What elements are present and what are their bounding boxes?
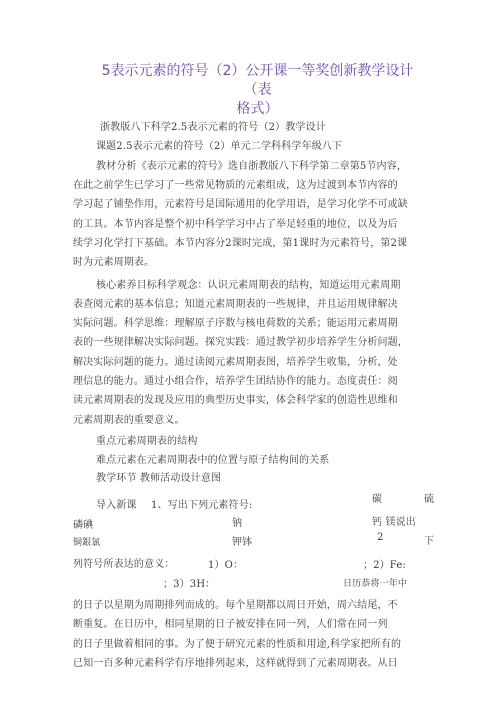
table-cell-two: 2 bbox=[377, 532, 384, 543]
body-line: 学习起了铺垫作用，元素符号是国际通用的化学用语，是学习化学不可或缺 bbox=[73, 199, 408, 210]
body-line: 难点元素在元素周期表中的位置与原子结构间的关系 bbox=[96, 455, 330, 466]
body-line: 续学习化学打下基础。本节内容分2课时完成，第1课时为元素符号，第2课 bbox=[73, 238, 408, 249]
body-line: 断重复。在日历中，相同星期的日子被安排在同一列，人们常在同一列 bbox=[73, 619, 388, 630]
body-line: 表的一些规律解决实际问题。探究实践：通过教学初步培养学生分析问题， bbox=[73, 337, 408, 348]
body-line: 解决实际问题的能力。通过读阅元素周期表图，培养学生收集，分析，处 bbox=[73, 357, 398, 368]
body-line: 课题2.5表示元素的符号（2）单元二学科科学年级八下 bbox=[96, 141, 343, 152]
table-cell-calendar-tail: 日历恭将一年中 bbox=[343, 579, 408, 589]
body-line: 在此之前学生已学习了一些常见物质的元素组成，这为过渡到本节内容的 bbox=[73, 180, 398, 191]
body-line: 的日子以星期为周期排列而成的。每个星期都以周日开始，周六结尾，不 bbox=[73, 600, 398, 611]
body-line: 的日子里做着相同的事。为了便于研究元素的性质和用途,科学家把所有的 bbox=[73, 639, 402, 650]
table-cell-meaning: 列符号所表达的意义： bbox=[73, 559, 175, 570]
document-title bbox=[90, 62, 425, 119]
table-cell-tan: 碳 bbox=[372, 494, 383, 505]
body-line: 重点元素周期表的结构 bbox=[96, 436, 198, 447]
table-cell-tong-yin-yi: 铜銀氯 bbox=[73, 538, 101, 548]
body-line: 元素周期表的重要意义。 bbox=[73, 415, 185, 426]
title-line-1: 5表示元素的符号（2）公开课一等奖创新教学设计（表 bbox=[101, 63, 414, 98]
body-line: 时为元素周期表。 bbox=[73, 257, 155, 268]
body-line: 教材分析《表示元素的符号》选自浙教版八下科学第二章第5节内容， bbox=[96, 161, 408, 172]
table-cell-task: 1、写出下列元素符号: bbox=[151, 500, 253, 511]
table-cell-h3-item: ；3）3H： bbox=[163, 579, 216, 590]
table-cell-fe-item: ；2）Fe: bbox=[363, 560, 406, 571]
body-line: 已知一百多种元素科学有序地排列起来，这样就得到了元素周期表。从日 bbox=[73, 658, 398, 669]
body-line: 的工具。本节内容是整个初中科学学习中占了举足轻重的地位，以及为后 bbox=[73, 219, 398, 230]
table-cell-liu: 硫 bbox=[424, 494, 435, 505]
table-cell-intro: 导入新课 bbox=[96, 500, 137, 511]
title-line-2: 格式） bbox=[236, 101, 279, 117]
body-line: 理信息的能力。通过小组合作，培养学生团结协作的能力。态度责任：阅 bbox=[73, 376, 398, 387]
table-cell-xia: 下 bbox=[424, 536, 435, 547]
body-line: 表查阅元素的基本信息；知道元素周期表的一些规律，并且运用规律解决 bbox=[73, 299, 398, 310]
table-cell-o-item: 1）O： bbox=[208, 560, 244, 571]
body-line: 浙教版八下科学2.5表示元素的符号（2）教学设计 bbox=[100, 122, 326, 133]
body-line: 核心素养目标科学观念：认识元素周期表的结构，知道运用元素周期 bbox=[96, 280, 401, 291]
body-line: 教学环节 教师活动设计意图 bbox=[96, 473, 222, 484]
table-cell-na: 钠 bbox=[232, 518, 243, 529]
table-cell-lin-dian: 磷碘 bbox=[73, 520, 94, 531]
body-line: 实际问题。科学思维：理解原子序数与核电荷数的关系；能运用元素周期 bbox=[73, 318, 398, 329]
table-cell-jia-bei: 钾钵 bbox=[232, 537, 253, 548]
body-line: 读元素周期表的发现及应用的典型历史事实，体会科学家的创造性思维和 bbox=[73, 395, 398, 406]
table-cell-gai-mei: 钙 镁说出 bbox=[372, 517, 416, 528]
